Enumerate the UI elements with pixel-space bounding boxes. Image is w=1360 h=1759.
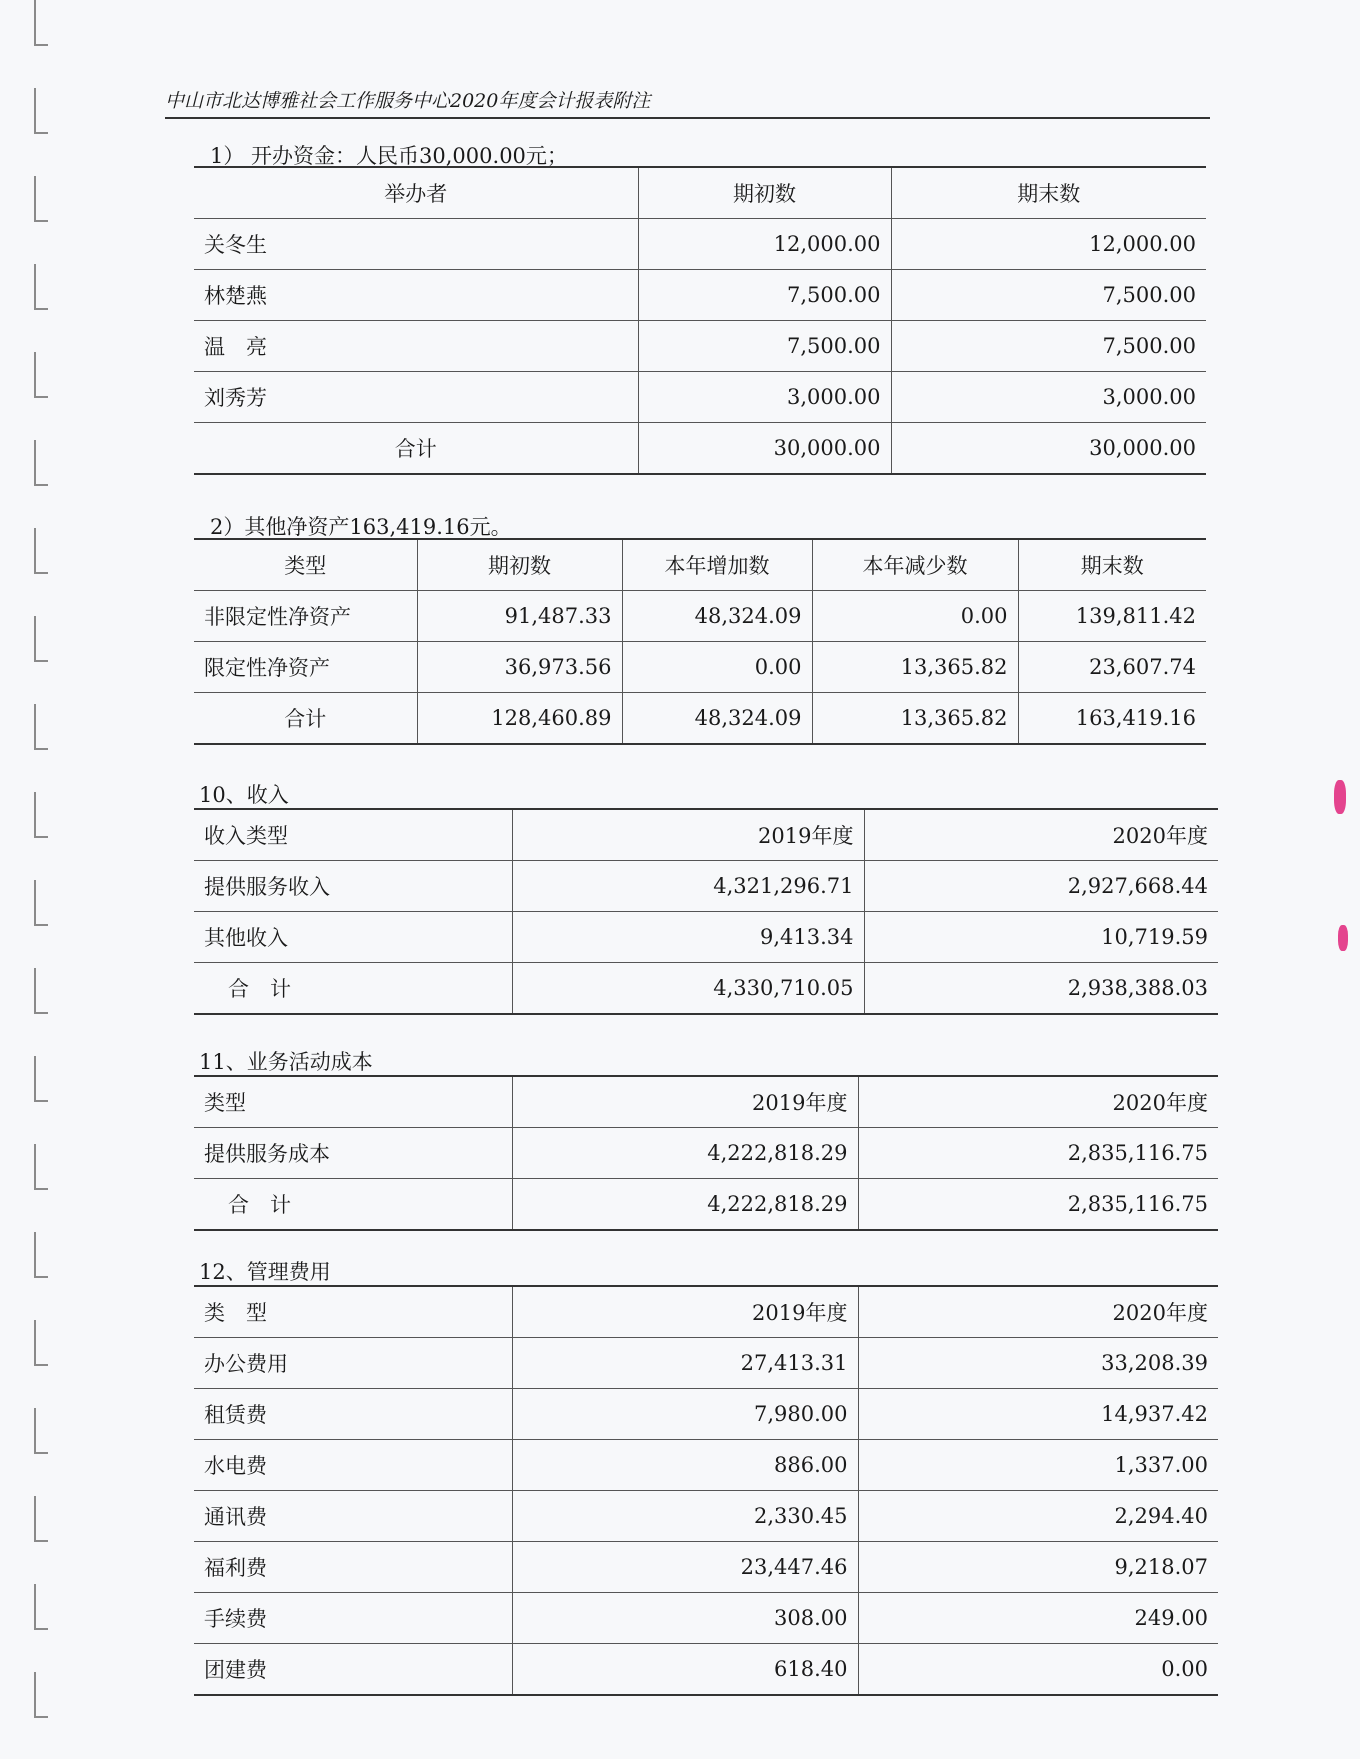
binder-mark — [34, 1144, 48, 1190]
table-row — [194, 321, 1206, 372]
table-row — [194, 1542, 1218, 1593]
column-header: 类型 — [194, 539, 417, 591]
column-header: 类 型 — [194, 1286, 512, 1338]
amount-2019: 4,321,296.71 — [512, 861, 864, 912]
table-row — [194, 219, 1206, 270]
increase-amount: 48,324.09 — [622, 693, 812, 745]
column-header: 期末数 — [1018, 539, 1206, 591]
section-title-capital: 1） 开办资金：人民币30,000.00元； — [210, 144, 568, 168]
binder-margin — [34, 0, 54, 1759]
opening-amount: 7,500.00 — [638, 270, 891, 321]
binder-mark — [34, 88, 48, 134]
table-total-row — [194, 693, 1206, 745]
net-assets-table — [194, 538, 1206, 745]
management-expenses-table — [194, 1285, 1218, 1696]
amount-2020: 10,719.59 — [864, 912, 1218, 963]
amount-2019: 4,222,818.29 — [512, 1128, 858, 1179]
business-cost-table — [194, 1075, 1218, 1231]
closing-amount: 3,000.00 — [891, 372, 1206, 423]
expense-type: 团建费 — [194, 1644, 512, 1696]
table-total-row — [194, 423, 1206, 475]
increase-amount: 48,324.09 — [622, 591, 812, 642]
expense-type: 福利费 — [194, 1542, 512, 1593]
table-row — [194, 1644, 1218, 1696]
asset-type: 非限定性净资产 — [194, 591, 417, 642]
table-row — [194, 372, 1206, 423]
binder-mark — [34, 264, 48, 310]
table-header-row — [194, 1076, 1218, 1128]
opening-amount: 30,000.00 — [638, 423, 891, 475]
table-row — [194, 1440, 1218, 1491]
table-row — [194, 270, 1206, 321]
amount-2020: 2,835,116.75 — [858, 1128, 1218, 1179]
founder-name: 林楚燕 — [194, 270, 638, 321]
table-row — [194, 1491, 1218, 1542]
amount-2020: 1,337.00 — [858, 1440, 1218, 1491]
column-header: 类型 — [194, 1076, 512, 1128]
income-table — [194, 808, 1218, 1015]
column-header: 2019年度 — [512, 809, 864, 861]
expense-type: 办公费用 — [194, 1338, 512, 1389]
section-title-management-expenses: 12、管理费用 — [199, 1260, 331, 1284]
amount-2019: 4,330,710.05 — [512, 963, 864, 1015]
opening-amount: 3,000.00 — [638, 372, 891, 423]
decrease-amount: 13,365.82 — [812, 642, 1018, 693]
column-header: 2019年度 — [512, 1286, 858, 1338]
closing-amount: 30,000.00 — [891, 423, 1206, 475]
binder-mark — [34, 1496, 48, 1542]
binder-mark — [34, 440, 48, 486]
table-total-row — [194, 963, 1218, 1015]
closing-amount: 12,000.00 — [891, 219, 1206, 270]
amount-2019: 618.40 — [512, 1644, 858, 1696]
decrease-amount: 0.00 — [812, 591, 1018, 642]
opening-amount: 7,500.00 — [638, 321, 891, 372]
closing-amount: 23,607.74 — [1018, 642, 1206, 693]
expense-type: 水电费 — [194, 1440, 512, 1491]
column-header: 2019年度 — [512, 1076, 858, 1128]
amount-2020: 0.00 — [858, 1644, 1218, 1696]
table-header-row — [194, 539, 1206, 591]
column-header: 期初数 — [417, 539, 622, 591]
column-header: 期初数 — [638, 167, 891, 219]
table-row — [194, 1128, 1218, 1179]
founder-name: 温 亮 — [194, 321, 638, 372]
amount-2020: 9,218.07 — [858, 1542, 1218, 1593]
column-header: 2020年度 — [858, 1076, 1218, 1128]
binder-mark — [34, 0, 48, 46]
amount-2020: 33,208.39 — [858, 1338, 1218, 1389]
section-title-other-net-assets: 2）其他净资产163,419.16元。 — [210, 515, 512, 539]
increase-amount: 0.00 — [622, 642, 812, 693]
binder-mark — [34, 1408, 48, 1454]
binder-mark — [34, 352, 48, 398]
expense-type: 手续费 — [194, 1593, 512, 1644]
column-header: 2020年度 — [858, 1286, 1218, 1338]
table-header-row — [194, 809, 1218, 861]
column-header: 收入类型 — [194, 809, 512, 861]
expense-type: 租赁费 — [194, 1389, 512, 1440]
amount-2019: 7,980.00 — [512, 1389, 858, 1440]
document-header: 中山市北达博雅社会工作服务中心2020年度会计报表附注 — [165, 86, 1210, 119]
table-row — [194, 591, 1206, 642]
opening-amount: 128,460.89 — [417, 693, 622, 745]
asset-type: 限定性净资产 — [194, 642, 417, 693]
expense-type: 通讯费 — [194, 1491, 512, 1542]
opening-amount: 36,973.56 — [417, 642, 622, 693]
founder-name: 关冬生 — [194, 219, 638, 270]
amount-2019: 27,413.31 — [512, 1338, 858, 1389]
income-type: 提供服务收入 — [194, 861, 512, 912]
decrease-amount: 13,365.82 — [812, 693, 1018, 745]
column-header: 举办者 — [194, 167, 638, 219]
total-label: 合计 — [194, 423, 638, 475]
binder-mark — [34, 1232, 48, 1278]
column-header: 期末数 — [891, 167, 1206, 219]
opening-amount: 91,487.33 — [417, 591, 622, 642]
table-header-row — [194, 1286, 1218, 1338]
binder-mark — [34, 968, 48, 1014]
binder-mark — [34, 880, 48, 926]
opening-amount: 12,000.00 — [638, 219, 891, 270]
table-header-row — [194, 167, 1206, 219]
closing-amount: 7,500.00 — [891, 321, 1206, 372]
table-row — [194, 642, 1206, 693]
binder-mark — [34, 704, 48, 750]
amount-2020: 249.00 — [858, 1593, 1218, 1644]
capital-table — [194, 166, 1206, 475]
table-row — [194, 861, 1218, 912]
total-label: 合计 — [194, 693, 417, 745]
seal-fragment — [1338, 925, 1348, 951]
column-header: 本年增加数 — [622, 539, 812, 591]
amount-2020: 2,938,388.03 — [864, 963, 1218, 1015]
amount-2019: 886.00 — [512, 1440, 858, 1491]
table-row — [194, 1338, 1218, 1389]
amount-2019: 23,447.46 — [512, 1542, 858, 1593]
amount-2020: 2,927,668.44 — [864, 861, 1218, 912]
amount-2020: 14,937.42 — [858, 1389, 1218, 1440]
binder-mark — [34, 1320, 48, 1366]
amount-2019: 4,222,818.29 — [512, 1179, 858, 1231]
amount-2020: 2,835,116.75 — [858, 1179, 1218, 1231]
table-row — [194, 1389, 1218, 1440]
binder-mark — [34, 528, 48, 574]
seal-fragment — [1334, 780, 1346, 814]
founder-name: 刘秀芳 — [194, 372, 638, 423]
total-label: 合 计 — [194, 963, 512, 1015]
closing-amount: 139,811.42 — [1018, 591, 1206, 642]
binder-mark — [34, 616, 48, 662]
table-row — [194, 912, 1218, 963]
amount-2019: 9,413.34 — [512, 912, 864, 963]
binder-mark — [34, 1672, 48, 1718]
section-title-income: 10、收入 — [199, 783, 289, 807]
binder-mark — [34, 792, 48, 838]
binder-mark — [34, 1056, 48, 1102]
binder-mark — [34, 1584, 48, 1630]
closing-amount: 163,419.16 — [1018, 693, 1206, 745]
cost-type: 提供服务成本 — [194, 1128, 512, 1179]
column-header: 本年减少数 — [812, 539, 1018, 591]
amount-2020: 2,294.40 — [858, 1491, 1218, 1542]
total-label: 合 计 — [194, 1179, 512, 1231]
closing-amount: 7,500.00 — [891, 270, 1206, 321]
income-type: 其他收入 — [194, 912, 512, 963]
column-header: 2020年度 — [864, 809, 1218, 861]
amount-2019: 2,330.45 — [512, 1491, 858, 1542]
table-total-row — [194, 1179, 1218, 1231]
table-row — [194, 1593, 1218, 1644]
binder-mark — [34, 176, 48, 222]
section-title-business-cost: 11、业务活动成本 — [199, 1050, 373, 1074]
amount-2019: 308.00 — [512, 1593, 858, 1644]
